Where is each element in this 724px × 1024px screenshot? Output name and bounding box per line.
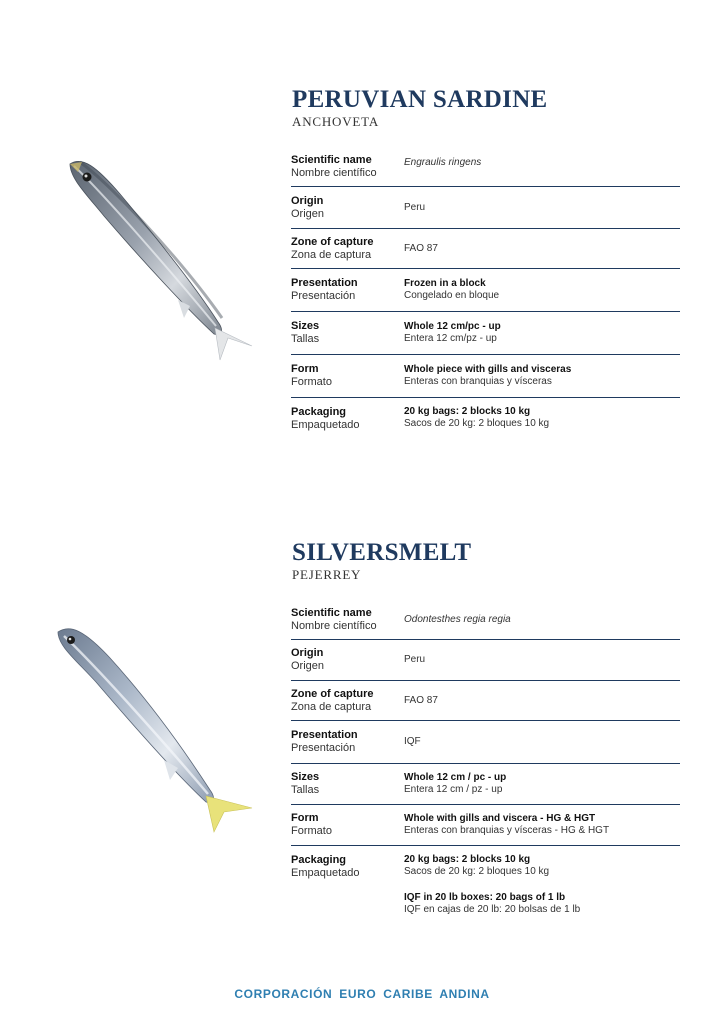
value-es: Congelado en bloque <box>404 290 500 301</box>
value: Engraulis ringens <box>404 157 482 168</box>
value2-en: IQF in 20 lb boxes: 20 bags of 1 lb <box>404 892 566 903</box>
product-subtitle: ANCHOVETA <box>292 114 380 129</box>
value2-es: IQF en cajas de 20 lb: 20 bolsas de 1 lb <box>404 904 581 915</box>
value: FAO 87 <box>404 242 438 254</box>
label-es: Origen <box>291 660 325 672</box>
spec-row-presentation <box>291 721 680 764</box>
spec-row-scientific <box>291 148 680 187</box>
label-en: Presentation <box>291 277 358 289</box>
product-title-block <box>292 87 548 129</box>
label-en: Sizes <box>291 771 320 783</box>
spec-row-origin <box>291 187 680 229</box>
value-es: Enteras con branquias y vísceras <box>404 376 552 387</box>
value: IQF <box>404 736 421 747</box>
label-en: Scientific name <box>291 154 372 166</box>
product-title: PERUVIAN SARDINE <box>292 86 548 113</box>
label-es: Presentación <box>291 290 356 302</box>
label-en: Zone of capture <box>291 687 374 700</box>
value-es: Entera 12 cm / pz - up <box>404 784 503 795</box>
product-title-block <box>292 540 471 582</box>
value-en: Whole piece with gills and visceras <box>404 364 572 375</box>
spec-row-scientific <box>291 601 680 640</box>
spec-row-packaging <box>291 398 680 432</box>
label-en: Zone of capture <box>291 235 374 248</box>
product-title: SILVERSMELT <box>292 539 472 566</box>
value: FAO 87 <box>404 694 438 706</box>
label-es: Formato <box>291 825 332 837</box>
spec-row-zone <box>291 229 680 269</box>
value-en: 20 kg bags: 2 blocks 10 kg <box>404 854 531 865</box>
value-es: Sacos de 20 kg: 2 bloques 10 kg <box>404 866 550 877</box>
label-es: Nombre científico <box>291 620 377 632</box>
value-en: Whole 12 cm / pc - up <box>404 772 507 783</box>
spec-row-zone <box>291 681 680 721</box>
value: Peru <box>404 201 426 213</box>
spec-row-sizes <box>291 764 680 805</box>
value: Odontesthes regia regia <box>404 614 511 625</box>
spec-row-origin <box>291 640 680 681</box>
value: Peru <box>404 654 426 665</box>
silversmelt-fish-image <box>52 620 257 845</box>
spec-row-form <box>291 805 680 846</box>
spec-table <box>291 601 680 916</box>
product-subtitle: PEJERREY <box>292 567 362 582</box>
label-es: Nombre científico <box>291 167 377 179</box>
spec-row-sizes <box>291 312 680 355</box>
spec-row-form <box>291 355 680 398</box>
label-es: Empaquetado <box>291 419 360 431</box>
spec-row-presentation <box>291 269 680 312</box>
value-en: 20 kg bags: 2 blocks 10 kg <box>404 406 531 417</box>
sardine-fish-image <box>60 150 260 385</box>
label-es: Zona de captura <box>291 248 372 261</box>
label-en: Form <box>291 812 319 824</box>
label-en: Origin <box>291 647 324 659</box>
value-en: Whole with gills and viscera - HG & HGT <box>404 813 596 824</box>
label-es: Tallas <box>291 333 320 345</box>
value-en: Whole 12 cm/pc - up <box>404 321 501 332</box>
label-es: Zona de captura <box>291 700 372 713</box>
label-en: Presentation <box>291 729 358 741</box>
label-es: Origen <box>291 207 325 220</box>
label-en: Origin <box>291 194 324 207</box>
value-es: Entera 12 cm/pz - up <box>404 333 497 344</box>
spec-row-packaging <box>291 846 680 916</box>
label-en: Packaging <box>291 854 347 866</box>
value-es: Sacos de 20 kg: 2 bloques 10 kg <box>404 418 550 429</box>
label-en: Scientific name <box>291 607 372 619</box>
value-en: Frozen in a block <box>404 278 486 289</box>
footer-company-name: CORPORACIÓN EURO CARIBE ANDINA <box>234 987 490 1001</box>
spec-table <box>291 148 680 432</box>
label-en: Packaging <box>291 406 347 418</box>
label-es: Presentación <box>291 742 356 754</box>
label-es: Formato <box>291 376 332 388</box>
label-es: Empaquetado <box>291 867 360 879</box>
value-es: Enteras con branquias y vísceras - HG & HGT <box>404 825 610 836</box>
label-en: Sizes <box>291 320 320 332</box>
label-en: Form <box>291 363 319 375</box>
label-es: Tallas <box>291 784 320 796</box>
